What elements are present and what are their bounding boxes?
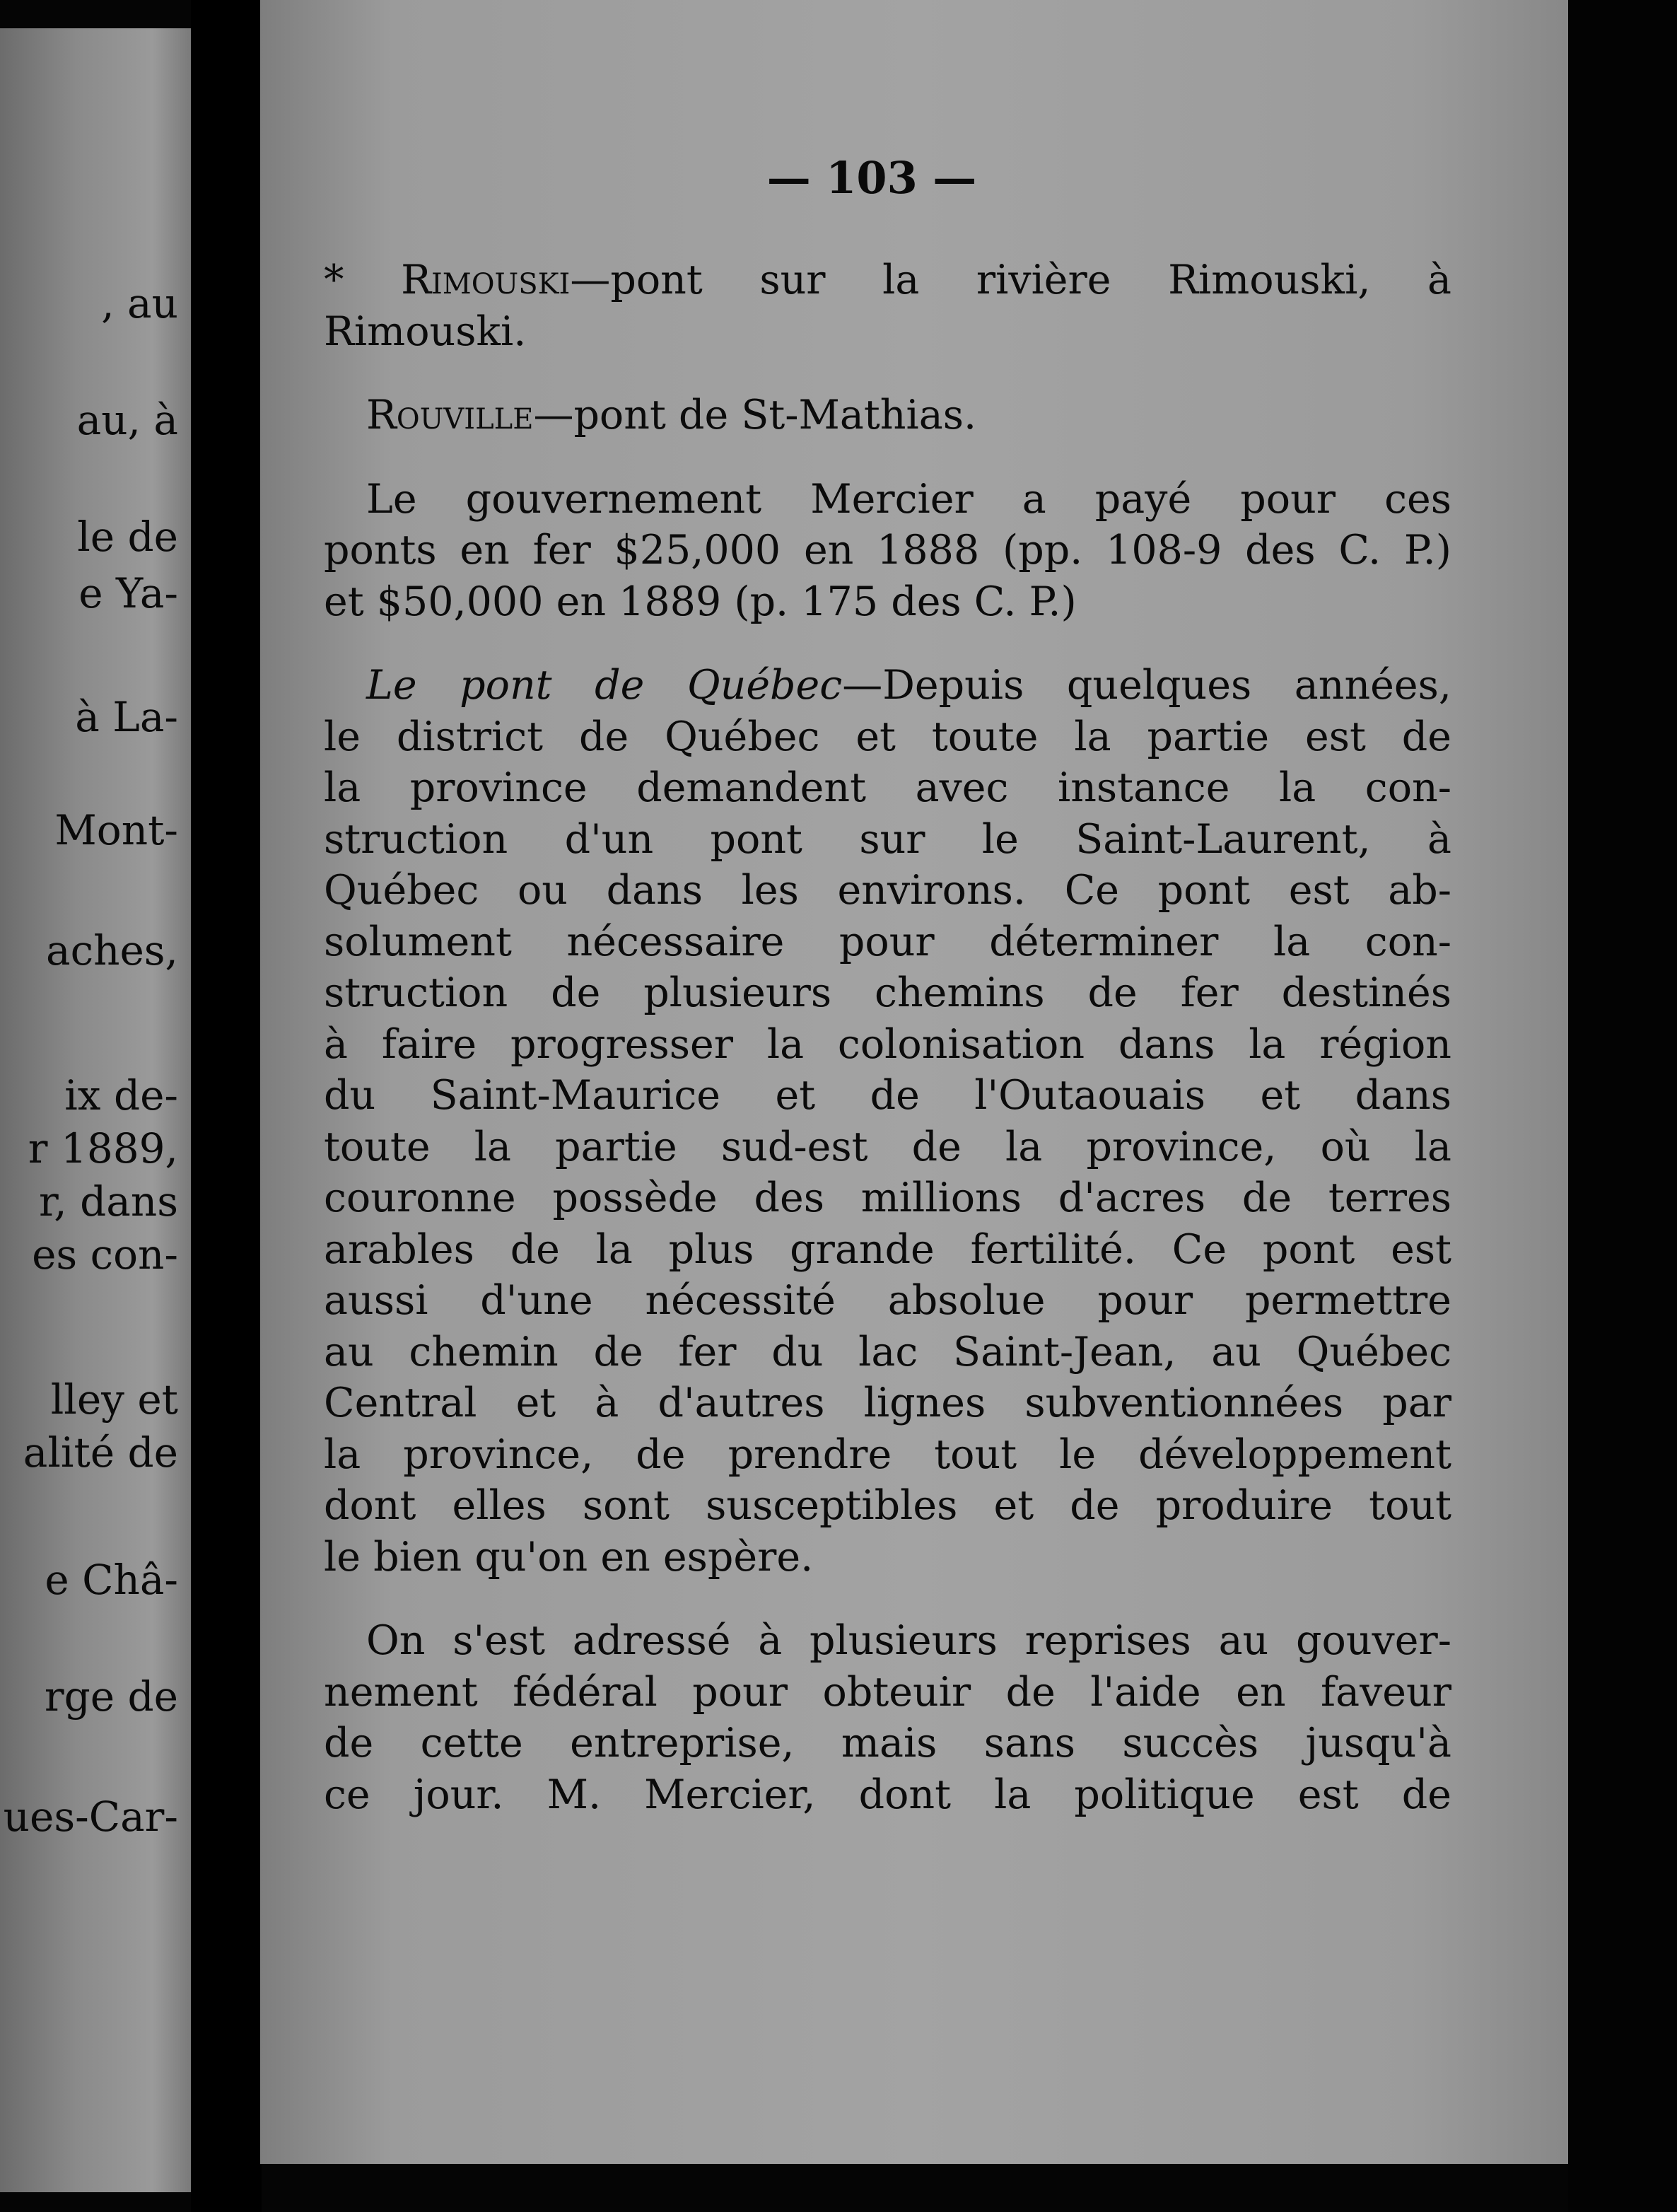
paragraph-gap	[324, 1583, 1451, 1615]
facing-page-line: r 1889,	[28, 1124, 178, 1172]
text-line	[324, 390, 1451, 441]
text-line	[324, 1019, 1451, 1071]
text-run: ce jour. M. Mercier, dont la politique est de	[324, 1771, 1451, 1818]
facing-page-line: le de	[77, 513, 178, 561]
text-run: struction de plusieurs chemins de fer destinés	[324, 970, 1451, 1016]
page-body	[324, 255, 1451, 1820]
facing-page-line: es con-	[32, 1230, 178, 1279]
text-line	[324, 711, 1451, 763]
text-line	[324, 814, 1451, 866]
paragraph-rimouski	[324, 255, 1451, 357]
book-page	[260, 0, 1568, 2164]
small-caps-heading: Rouville	[366, 392, 534, 438]
text-line	[324, 762, 1451, 814]
text-run: Central et à d'autres lignes subventionnées par	[324, 1380, 1451, 1426]
text-run: struction d'un pont sur le Saint-Laurent, à	[324, 815, 1451, 863]
text-line	[324, 1275, 1451, 1327]
facing-page-fragment	[0, 28, 191, 2192]
facing-page-line: alité de	[23, 1428, 178, 1477]
text-line	[324, 576, 1451, 628]
text-run: au chemin de fer du lac Saint-Jean, au Québec	[324, 1328, 1451, 1375]
text-run: aussi d'une nécessité absolue pour permettre	[324, 1277, 1451, 1324]
book-gutter	[191, 0, 262, 2212]
facing-page-line: , au	[101, 279, 178, 327]
facing-page-line: ix de-	[64, 1071, 178, 1119]
text-run: Rimouski.	[324, 308, 527, 355]
text-run: de cette entreprise, mais sans succès jusqu'à	[324, 1720, 1451, 1766]
text-line	[324, 967, 1451, 1019]
text-run: toute la partie sud-est de la province, où la	[324, 1123, 1451, 1170]
text-run: dont elles sont susceptibles et de produire tout	[324, 1482, 1451, 1529]
text-line	[324, 1718, 1451, 1769]
paragraph-rouville	[324, 390, 1451, 441]
page-number: — 103 —	[766, 152, 977, 204]
text-line	[324, 1224, 1451, 1276]
text-run: le bien qu'on en espère.	[324, 1533, 814, 1581]
text-run: et $50,000 en 1889 (p. 175 des C. P.)	[324, 578, 1077, 625]
facing-page-line: lley et	[50, 1375, 178, 1424]
facing-page-line: e Ya-	[78, 569, 178, 617]
paragraph-gap	[324, 627, 1451, 660]
text-line	[324, 1122, 1451, 1173]
text-line	[324, 255, 1451, 306]
text-line	[324, 916, 1451, 968]
facing-page-line: rge de	[44, 1672, 178, 1721]
facing-page-line: aches,	[46, 926, 178, 974]
paragraph-pont-quebec	[324, 660, 1451, 1583]
paragraph-mercier	[324, 474, 1451, 628]
text-run: —Depuis quelques années,	[842, 662, 1451, 709]
facing-page-line: Mont-	[54, 806, 178, 854]
italic-heading: Le pont de Québec	[366, 662, 843, 709]
text-line	[324, 1532, 1451, 1583]
text-run: du Saint-Maurice et de l'Outaouais et dans	[324, 1072, 1451, 1119]
facing-page-line: au, à	[76, 396, 178, 444]
text-run: à faire progresser la colonisation dans la région	[324, 1020, 1451, 1068]
text-run: Québec ou dans les environs. Ce pont est ab-	[324, 867, 1451, 914]
text-line	[324, 1667, 1451, 1718]
text-run: nement fédéral pour obteuir de l'aide en faveur	[324, 1668, 1451, 1716]
text-line	[324, 1327, 1451, 1378]
text-line	[324, 660, 1451, 711]
text-run: *	[324, 257, 402, 303]
scan-border	[1568, 0, 1677, 2212]
paragraph-gap	[324, 441, 1451, 474]
text-line	[324, 474, 1451, 525]
text-run: arables de la plus grande fertilité. Ce pont est	[324, 1226, 1451, 1273]
text-line	[324, 1429, 1451, 1481]
facing-page-line: à La-	[75, 693, 178, 741]
facing-page-line: e Châ-	[45, 1556, 178, 1604]
text-line	[324, 1480, 1451, 1532]
text-run: le district de Québec et toute la partie est de	[324, 713, 1451, 760]
facing-page-line: r, dans	[38, 1177, 178, 1226]
text-run: couronne possède des millions d'acres de terres	[324, 1175, 1451, 1221]
text-line	[324, 1615, 1451, 1667]
small-caps-heading: Rimouski	[401, 257, 571, 303]
text-line	[324, 865, 1451, 916]
text-run: ponts en fer $25,000 en 1888 (pp. 108-9 des C. P.)	[324, 527, 1451, 574]
text-run: On s'est adressé à plusieurs reprises au gouver-	[366, 1617, 1451, 1664]
text-line	[324, 1070, 1451, 1122]
paragraph-adresse	[324, 1615, 1451, 1820]
text-line	[324, 525, 1451, 576]
text-run: solument nécessaire pour déterminer la con-	[324, 918, 1451, 965]
text-run: la province demandent avec instance la con-	[324, 764, 1451, 811]
text-run: la province, de prendre tout le développement	[324, 1431, 1451, 1478]
text-line	[324, 1172, 1451, 1224]
text-run: Le gouvernement Mercier a payé pour ces	[366, 475, 1451, 523]
paragraph-gap	[324, 357, 1451, 390]
text-line	[324, 1378, 1451, 1429]
facing-page-line: ues-Car-	[3, 1793, 178, 1841]
text-line	[324, 1769, 1451, 1821]
text-run: —pont sur la rivière Rimouski, à	[570, 257, 1452, 303]
text-line	[324, 306, 1451, 358]
text-run: —pont de St-Mathias.	[533, 392, 977, 438]
